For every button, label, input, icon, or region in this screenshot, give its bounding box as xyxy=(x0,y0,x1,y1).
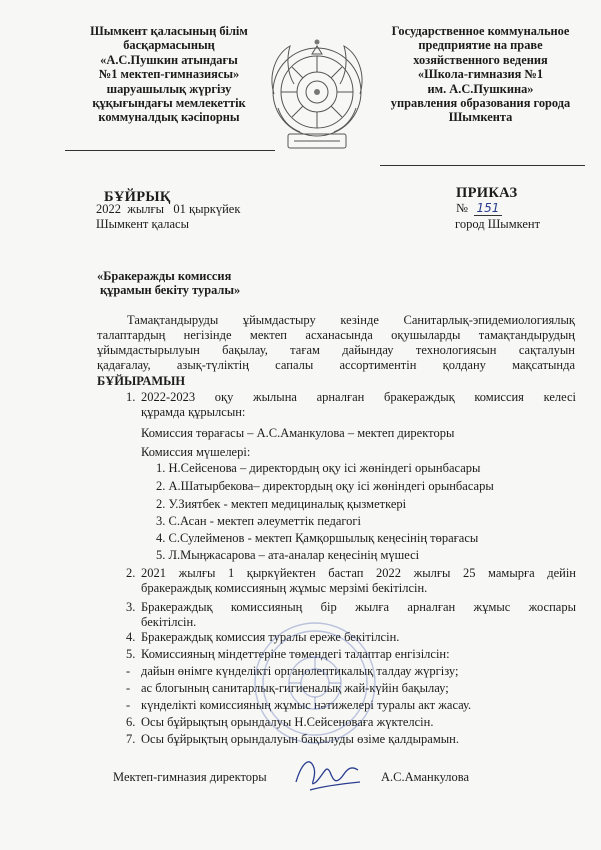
commission-chair: Комиссия төрағасы – А.С.Аманкулова – мектеп директоры xyxy=(141,426,455,440)
item-text: 2021 жылғы 1 қыркүйектен бастап 2022 жылғы 25 мамырға дейін xyxy=(141,566,576,580)
item-number: 7. xyxy=(126,732,136,746)
member-text: У.Зиятбек - мектеп медициналық қызметкері xyxy=(168,497,407,511)
order-number xyxy=(456,201,502,216)
header-left-line: №1 мектеп-гимназиясы» xyxy=(98,67,240,82)
member-text: С.Сулейменов - мектеп Қамқоршылық кеңесінің төрағасы xyxy=(168,531,479,545)
subject-line: «Бракеражды комиссия xyxy=(97,269,232,283)
order-subject xyxy=(97,269,277,298)
member-text: Н.Сейсенова – директордың оқу ісі жөніндегі орынбасары xyxy=(168,461,481,475)
order-city-kz: Шымкент қаласы xyxy=(96,217,189,231)
item-text: бракераждық комиссияның жұмыс мерзімі бекітілсін. xyxy=(141,581,428,596)
header-left-line: шаруашылық жүргізу xyxy=(106,81,232,96)
item-text: Осы бұйрықтың орындалуы Н.Сейсеноваға жүктелсін. xyxy=(141,715,434,729)
header-right-line: управления образования города xyxy=(390,96,571,111)
preamble-line: қадағалау, азық-түліктің сапалы ассортиментін қолдану мақсатында xyxy=(97,358,575,372)
member-text: А.Шатырбекова– директордың оқу ісі жөніндегі орынбасары xyxy=(168,479,494,493)
header-right-line: «Школа-гимназия №1 xyxy=(417,67,544,82)
item-text: Осы бұйрықтың орындалуын бақылуды өзіме қалдырамын. xyxy=(141,732,459,746)
member-item xyxy=(156,479,494,494)
signatory-name: А.С.Аманкулова xyxy=(381,770,470,784)
item-text: бекітілсін. xyxy=(141,615,197,630)
member-number: 2. xyxy=(156,497,166,511)
kazakhstan-state-emblem-icon xyxy=(266,24,368,164)
order-number-label: № xyxy=(456,201,468,215)
member-item xyxy=(156,461,480,476)
order-item-1 xyxy=(126,390,576,420)
header-left-rule xyxy=(65,150,275,151)
dash-marker: - xyxy=(126,664,131,678)
header-right-line: им. А.С.Пушкина» xyxy=(427,81,534,96)
command-word: БҰЙЫРАМЫН xyxy=(97,374,186,388)
preamble-line: талаптардың негізінде мектеп асханасында оқушыларды тамақтандырудың xyxy=(97,328,575,342)
order-title-ru: ПРИКАЗ xyxy=(456,185,518,201)
item-number: 2. xyxy=(126,566,136,580)
requirement-text: күнделікті комиссияның жұмыс нәтижелері туралы акт жасау. xyxy=(141,698,472,712)
member-text: С.Асан - мектеп әлеуметтік педагогі xyxy=(168,514,362,528)
item-text: 2022-2023 оқу жылына арналған бракераждық комиссия келесі xyxy=(141,390,576,404)
item-number: 6. xyxy=(126,715,136,729)
member-number: 3. xyxy=(156,514,166,528)
dash-marker: - xyxy=(126,681,131,695)
order-number-value: 151 xyxy=(474,201,502,216)
item-number: 1. xyxy=(126,390,136,404)
order-city-ru: город Шымкент xyxy=(455,217,541,231)
preamble-line: Тамақтандыруды ұйымдастыру кезінде Санитарлық-эпидемиологиялық xyxy=(127,313,575,327)
member-number: 2. xyxy=(156,479,166,493)
member-number: 4. xyxy=(156,531,166,545)
header-left-org-name xyxy=(78,24,260,125)
header-left-line: басқармасының xyxy=(123,38,215,53)
item-number: 4. xyxy=(126,630,136,644)
header-left-line: «А.С.Пушкин атындағы xyxy=(100,52,238,67)
requirement-text: ас блогының санитарлық-гигиеналық жай-күйін бақылау; xyxy=(141,681,449,695)
members-label: Комиссия мүшелері: xyxy=(141,445,251,459)
order-title-kz: БҰЙРЫҚ xyxy=(104,189,171,205)
preamble-line: ұйымдастырылуын бақылау, тағам дайындау технологиясын сақталуын xyxy=(97,343,575,357)
header-right-line: хозяйственного ведения xyxy=(413,52,548,67)
member-item xyxy=(156,548,419,563)
signature-mark xyxy=(290,752,365,802)
official-stamp xyxy=(250,618,380,753)
header-right-line: предприятие на праве xyxy=(418,38,543,53)
member-number: 1. xyxy=(156,461,166,475)
header-left-line: коммуналдық кәсіпорны xyxy=(98,110,240,125)
member-number: 5. xyxy=(156,548,166,562)
item-number: 3. xyxy=(126,600,136,614)
order-item-2 xyxy=(126,566,576,596)
header-right-rule xyxy=(380,165,585,166)
header-left-line: құқығындағы мемлекеттік xyxy=(92,96,246,111)
header-right-org-name xyxy=(378,24,583,125)
header-right-line: Государственное коммунальное xyxy=(391,24,570,38)
preamble xyxy=(97,313,575,373)
member-item xyxy=(156,531,478,546)
requirement-text: дайын өнімге күнделікті органолептикалық талдау жүргізу; xyxy=(141,664,459,678)
item-text: Бракераждық комиссияның бір жылға арналған жұмыс жоспары xyxy=(141,600,576,614)
item-text: құрамда құрылсын: xyxy=(141,405,246,420)
dash-marker: - xyxy=(126,698,131,712)
signatory-role: Мектеп-гимназия директоры xyxy=(113,770,267,784)
item-number: 5. xyxy=(126,647,136,661)
member-item xyxy=(156,497,406,512)
header-left-line: Шымкент қаласының білім xyxy=(90,24,248,38)
subject-line: құрамын бекіту туралы» xyxy=(100,283,241,298)
item-text: Комиссияның міндеттеріне төмендегі талаптар енгізілсін: xyxy=(141,647,450,661)
member-item xyxy=(156,514,361,529)
header-right-line: Шымкента xyxy=(448,110,513,125)
member-text: Л.Мыңжасарова – ата-аналар кеңесінің мүшесі xyxy=(168,548,420,562)
item-text: Бракераждық комиссия туралы ереже бекітілсін. xyxy=(141,630,400,644)
order-date: 2022 жылғы 01 қыркүйек xyxy=(96,202,241,216)
